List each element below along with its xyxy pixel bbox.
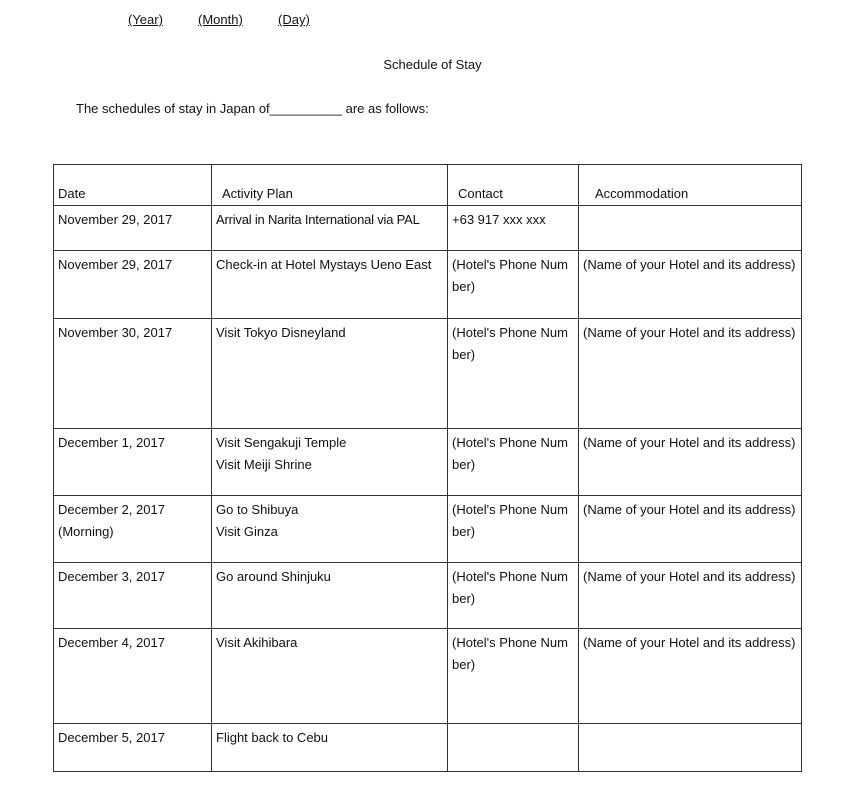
contact-cell: (Hotel's Phone Number) xyxy=(448,251,579,319)
date-cell: November 29, 2017 xyxy=(54,251,212,319)
column-header-date: Date xyxy=(54,165,212,206)
accommodation-cell: (Name of your Hotel and its address) xyxy=(579,251,802,319)
date-cell: December 4, 2017 xyxy=(54,629,212,724)
contact-cell xyxy=(448,724,579,772)
intro-sentence: The schedules of stay in Japan of__________ are as follows: xyxy=(76,101,429,116)
table-row xyxy=(54,206,802,251)
accommodation-cell: (Name of your Hotel and its address) xyxy=(579,629,802,724)
activity-cell: Go around Shinjuku xyxy=(212,563,448,629)
date-cell: December 2, 2017 (Morning) xyxy=(54,496,212,563)
table-row xyxy=(54,629,802,724)
contact-cell: (Hotel's Phone Number) xyxy=(448,629,579,724)
activity-cell: Arrival in Narita International via PAL xyxy=(212,206,448,251)
activity-cell: Check-in at Hotel Mystays Ueno East xyxy=(212,251,448,319)
activity-cell: Visit Tokyo Disneyland xyxy=(212,319,448,429)
date-header xyxy=(128,12,338,27)
date-cell: November 29, 2017 xyxy=(54,206,212,251)
contact-cell: +63 917 xxx xxx xyxy=(448,206,579,251)
table-row xyxy=(54,724,802,772)
contact-cell: (Hotel's Phone Number) xyxy=(448,563,579,629)
accommodation-cell: (Name of your Hotel and its address) xyxy=(579,319,802,429)
contact-cell: (Hotel's Phone Number) xyxy=(448,496,579,563)
table-row xyxy=(54,429,802,496)
contact-cell: (Hotel's Phone Number) xyxy=(448,429,579,496)
table-row xyxy=(54,251,802,319)
column-header-accommodation: Accommodation xyxy=(579,165,802,206)
activity-cell: Visit Akihibara xyxy=(212,629,448,724)
table-header-row xyxy=(54,165,802,206)
table-row xyxy=(54,563,802,629)
accommodation-cell xyxy=(579,206,802,251)
activity-cell: Flight back to Cebu xyxy=(212,724,448,772)
date-cell: December 5, 2017 xyxy=(54,724,212,772)
date-cell: December 1, 2017 xyxy=(54,429,212,496)
contact-cell: (Hotel's Phone Number) xyxy=(448,319,579,429)
date-cell: December 3, 2017 xyxy=(54,563,212,629)
column-header-contact: Contact xyxy=(448,165,579,206)
table-row xyxy=(54,319,802,429)
accommodation-cell: (Name of your Hotel and its address) xyxy=(579,429,802,496)
month-label: (Month) xyxy=(198,12,243,27)
schedule-table xyxy=(53,164,802,772)
column-header-activity: Activity Plan xyxy=(212,165,448,206)
accommodation-cell xyxy=(579,724,802,772)
date-cell: November 30, 2017 xyxy=(54,319,212,429)
year-label: (Year) xyxy=(128,12,163,27)
document-title: Schedule of Stay xyxy=(383,57,482,72)
accommodation-cell: (Name of your Hotel and its address) xyxy=(579,496,802,563)
table-row xyxy=(54,496,802,563)
activity-cell: Visit Sengakuji Temple Visit Meiji Shrine xyxy=(212,429,448,496)
accommodation-cell: (Name of your Hotel and its address) xyxy=(579,563,802,629)
activity-cell: Go to Shibuya Visit Ginza xyxy=(212,496,448,563)
day-label: (Day) xyxy=(278,12,310,27)
